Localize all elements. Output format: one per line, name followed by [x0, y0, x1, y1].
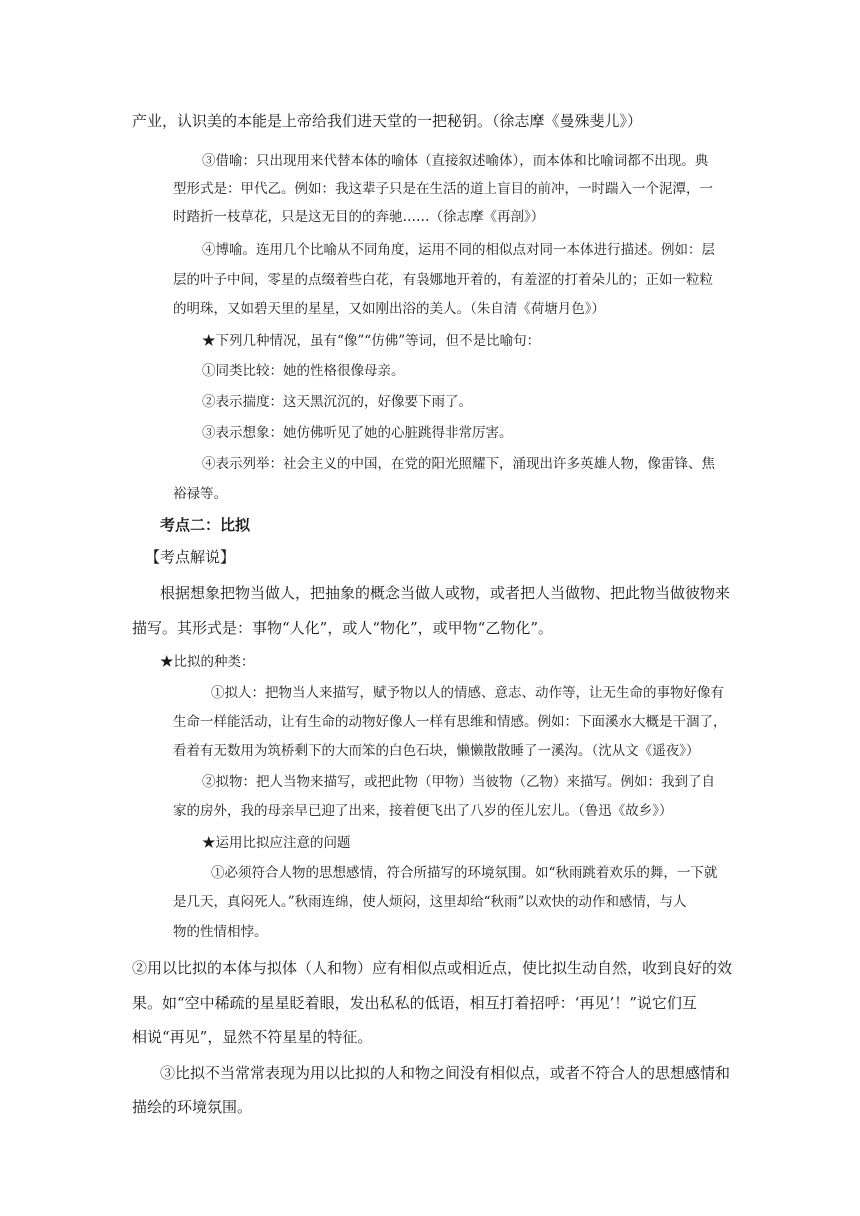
text-line: ②表示揣度：这天黑沉沉的，好像要下雨了。 — [202, 394, 472, 410]
text-line: 产业，认识美的本能是上帝给我们进天堂的一把秘钥。（徐志摩《曼殊斐儿》） — [132, 112, 643, 130]
text-line: ③表示想象：她仿佛听见了她的心脏跳得非常厉害。 — [202, 425, 513, 441]
text-line: 家的房外，我的母亲早已迎了出来，接着便飞出了八岁的侄儿宏儿。（鲁迅《故乡》） — [173, 803, 673, 819]
text-line: 描写。其形式是：事物“人化”，或人“物化”，或甲物“乙物化”。 — [132, 619, 554, 637]
text-line: 根据想象把物当做人，把抽象的概念当做人或物，或者把人当做物、把此物当做彼物来 — [160, 584, 731, 602]
text-line: ★下列几种情况，虽有“像”“仿佛”等词，但不是比喻句： — [202, 333, 541, 349]
text-line: 果。如“空中稀疏的星星眨着眼，发出私私的低语，相互打着招呼：‘再见’！”说它们互 — [132, 994, 697, 1012]
text-line: ①拟人：把物当人来描写，赋予物以人的情感、意志、动作等，让无生命的事物好像有 — [211, 685, 724, 701]
text-line: ①同类比较：她的性格很像母亲。 — [202, 363, 405, 379]
text-line: 时踏折一枝草花，只是这无目的的奔驰……（徐志摩《再剖》） — [173, 209, 545, 225]
section-heading: 考点二：比拟 — [160, 516, 251, 534]
text-line: ①必须符合人物的思想感情，符合所描写的环境氛围。如“秋雨跳着欢乐的舞，一下就 — [211, 865, 718, 881]
text-line: 是几天，真闷死人。”秋雨连绵，使人烦闷，这里却给“秋雨”以欢快的动作和感情，与人 — [173, 894, 687, 910]
text-line: ③比拟不当常常表现为用以比拟的人和物之间没有相似点，或者不符合人的思想感情和 — [160, 1064, 731, 1082]
text-line: 层的叶子中间，零星的点缀着些白花，有袅娜地开着的，有羞涩的打着朵儿的；正如一粒粒 — [173, 272, 713, 288]
text-line: 生命一样能活动，让有生命的动物好像人一样有思维和情感。例如：下面溪水大概是干涸了， — [173, 714, 727, 730]
text-line: ④博喻。连用几个比喻从不同角度，运用不同的相似点对同一本体进行描述。例如：层 — [202, 242, 715, 258]
text-line: 物的性情相悖。 — [173, 924, 268, 940]
subsection-heading: 【考点解说】 — [145, 548, 236, 566]
text-line: 相说“再见”，显然不符星星的特征。 — [132, 1028, 373, 1046]
text-line: ②拟物：把人当物来描写，或把此物（甲物）当彼物（乙物）来描写。例如：我到了自 — [202, 774, 715, 790]
text-line: ④表示列举：社会主义的中国，在党的阳光照耀下，涌现出许多英雄人物，像雷锋、焦 — [202, 456, 715, 472]
text-line: ★比拟的种类： — [160, 654, 255, 670]
text-line: ③借喻：只出现用来代替本体的喻体（直接叙述喻体），而本体和比喻词都不出现。典 — [202, 153, 709, 169]
text-line: 看着有无数用为筑桥剩下的大而笨的白色石块，懒懒散散睡了一溪沟。（沈从文《遥夜》） — [173, 743, 700, 759]
text-line: 裕禄等。 — [173, 486, 227, 502]
text-line: 描绘的环境氛围。 — [132, 1098, 253, 1116]
text-line: 的明珠，又如碧天里的星星，又如刚出浴的美人。（朱自清《荷塘月色》） — [173, 301, 605, 317]
text-line: ★运用比拟应注意的问题 — [202, 835, 351, 851]
text-line: ②用以比拟的本体与拟体（人和物）应有相似点或相近点，使比拟生动自然，收到良好的效 — [132, 959, 733, 977]
text-line: 型形式是：甲代乙。例如：我这辈子只是在生活的道上盲目的前冲，一时踹入一个泥潭，一 — [173, 181, 713, 197]
